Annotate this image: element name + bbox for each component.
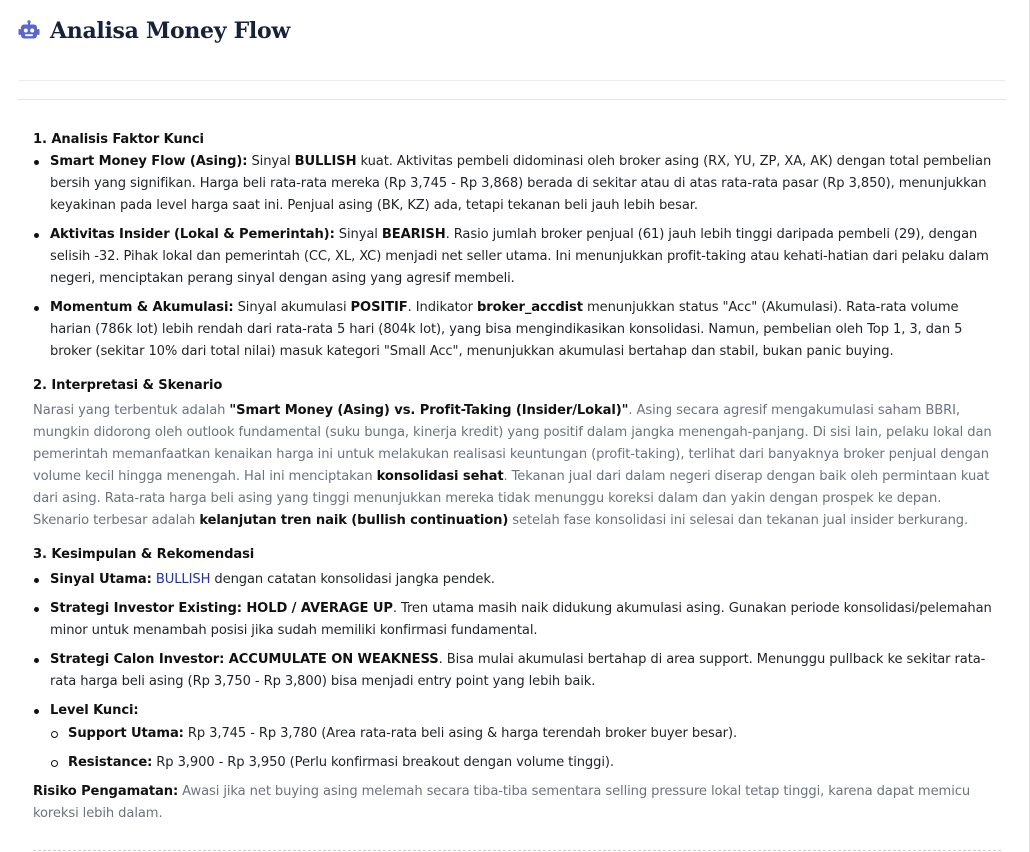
text-run: Sinyal [334,227,382,242]
divider [33,850,1001,851]
text-run: Sinyal [247,154,295,169]
text-run: . Bisa mulai akumulasi bertahap di area support. Menunggu pullback ke sekitar rata-rata harga beli asing (Rp 3,750 - Rp 3,800) bisa menjadi entry point yang lebih baik. [50,652,986,689]
section-title: 2. Interpretasi & Skenario [33,378,223,393]
text-run: Narasi yang terbentuk adalah [33,403,230,418]
divider [18,80,1006,81]
list-item [33,151,993,217]
text-run: . Tekanan jual dari dalam negeri diserap dengan baik oleh permintaan kuat dari asing. Rata-rata harga beli asing yang tinggi menunjukkan mereka tidak menunggu koreksi dalam dan yakin dengan prospek ke depan. Skenario terbesar adalah [33,469,990,528]
text-run: . Tren utama masih naik didukung akumulasi asing. Gunakan periode konsolidasi/pelemahan minor untuk menambah posisi jika sudah memiliki konfirmasi fundamental. [50,601,992,638]
text-run: Awasi jika net buying asing melemah secara tiba-tiba sementara selling pressure lokal tetap tinggi, karena dapat memicu koreksi lebih dalam. [33,784,971,821]
page-header [18,18,290,44]
emphasis-text: Risiko Pengamatan: [33,784,179,799]
text-run: kuat. Aktivitas pembeli didominasi oleh broker asing (RX, YU, ZP, XA, AK) dengan total pembelian bersih yang signifikan. Harga beli rata-rata mereka (Rp 3,745 - Rp 3,868) berada di sekitar atau di atas rata-rata pasar (Rp 3,850), menunjukkan keyakinan pada level harga saat ini. Penjual asing (BK, KZ) ada, tetapi tekanan beli jauh lebih besar. [50,154,992,213]
emphasis-text: broker_accdist [476,300,583,315]
list-item-label [50,703,139,718]
list-item [33,598,993,642]
list-item [33,297,993,363]
text-run: dengan catatan konsolidasi jangka pendek. [210,572,495,587]
emphasis-text: BULLISH [294,154,357,169]
emphasis-text: Resistance: [68,755,153,770]
text-run: Sinyal akumulasi [233,300,351,315]
robot-icon [18,20,40,42]
section-title: 1. Analisis Faktor Kunci [33,132,204,147]
list-item [33,700,993,774]
emphasis-text: BEARISH [381,227,446,242]
emphasis-text: Strategi Calon Investor: ACCUMULATE ON WEAKNESS [50,652,439,667]
risk-note [33,781,993,825]
key-factor-list [33,151,993,363]
section-title: 3. Kesimpulan & Rekomendasi [33,547,255,562]
text-run: . Rasio jumlah broker penjual (61) jauh lebih tinggi daripada pembeli (29), dengan selisih -32. Pihak lokal dan pemerintah (CC, XL, XC) menjadi net seller utama. Ini menunjukkan profit-taking atau kehati-hatian dari pelaku dalam negeri, menciptakan perang sinyal dengan asing yang agresif membeli. [50,227,989,286]
emphasis-text: Strategi Investor Existing: HOLD / AVERAGE UP [50,601,393,616]
list-item [33,224,993,290]
recommendation-list [33,569,993,774]
text-run: Rp 3,900 - Rp 3,950 (Perlu konfirmasi breakout dengan volume tinggi). [152,755,614,770]
emphasis-text: Support Utama: [68,726,184,741]
page-title: Analisa Money Flow [50,18,290,44]
text-run: menunjukkan status "Acc" (Akumulasi). Rata-rata volume harian (786k lot) lebih rendah dari rata-rata 5 hari (804k lot), yang bisa mengindikasikan konsolidasi. Namun, pembelian oleh Top 1, 3, dan 5 broker (sekitar 10% dari total nilai) masuk kategori "Small Acc", menunjukkan akumulasi bertahap dan stabil, bukan panic buying. [50,300,963,359]
analysis-content [33,129,993,825]
scenario-paragraph [33,400,993,532]
list-item [33,569,993,591]
emphasis-text: Aktivitas Insider (Lokal & Pemerintah): [50,227,335,242]
sub-list-item [50,723,993,745]
emphasis-text: Smart Money Flow (Asing): [50,154,248,169]
text-run: Rp 3,745 - Rp 3,780 (Area rata-rata beli asing & harga terendah broker buyer besar). [183,726,738,741]
key-level-list [50,723,993,774]
emphasis-text: Level Kunci: [50,703,139,718]
divider [18,99,1006,100]
signal-text: BULLISH [155,572,211,587]
text-run: . Indikator [407,300,477,315]
text-run: setelah fase konsolidasi ini selesai dan tekanan jual insider berkurang. [508,513,969,528]
emphasis-text: "Smart Money (Asing) vs. Profit-Taking (Insider/Lokal)" [229,403,629,418]
emphasis-text: Sinyal Utama: [50,572,152,587]
emphasis-text: Momentum & Akumulasi: [50,300,234,315]
emphasis-text: konsolidasi sehat [376,469,504,484]
sub-list-item [50,752,993,774]
emphasis-text: POSITIF [350,300,408,315]
list-item [33,649,993,693]
text-run: . Asing secara agresif mengakumulasi saham BBRI, mungkin didorong oleh outlook fundamental (suku bunga, kinerja kredit) yang positif dalam jangka menengah-panjang. Di sisi lain, pelaku lokal dan pemerintah memanfaatkan kenaikan harga ini untuk melakukan realisasi keuntungan (profit-taking), terlihat dari banyaknya broker penjual dengan volume kecil hingga menengah. Hal ini menciptakan [33,403,992,484]
emphasis-text: kelanjutan tren naik (bullish continuation) [199,513,509,528]
